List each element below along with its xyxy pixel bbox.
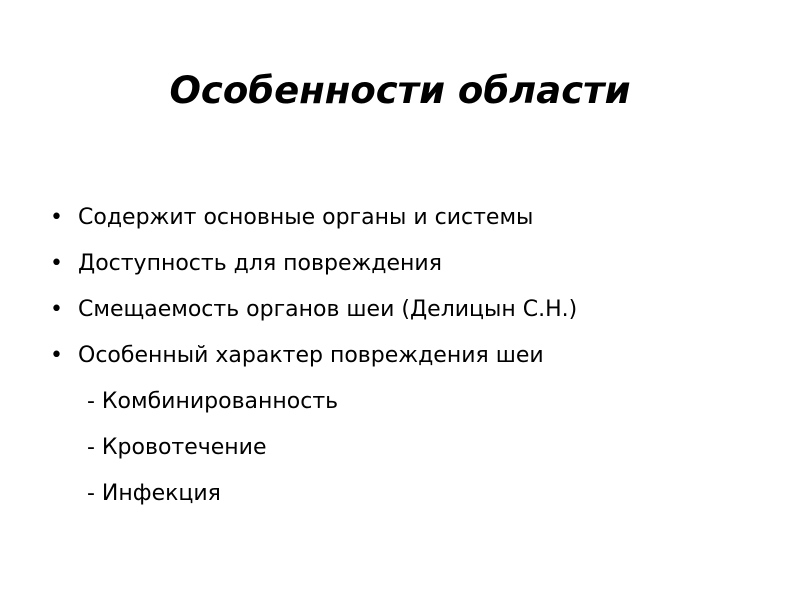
bullet-icon: • bbox=[50, 343, 63, 368]
bullet-icon: • bbox=[50, 251, 63, 276]
bullet-icon: • bbox=[50, 297, 63, 322]
list-item-text: Особенный характер повреждения шеи bbox=[78, 343, 544, 368]
bullet-icon: • bbox=[50, 205, 63, 230]
sub-item-text: - Кровотечение bbox=[87, 435, 267, 460]
sub-item-text: - Инфекция bbox=[87, 481, 221, 506]
slide-title: Особенности области bbox=[169, 69, 631, 112]
list-item-text: Содержит основные органы и системы bbox=[78, 205, 534, 230]
list-item-text: Смещаемость органов шеи (Делицын С.Н.) bbox=[78, 297, 578, 322]
sub-item-text: - Комбинированность bbox=[87, 389, 339, 414]
list-item-text: Доступность для повреждения bbox=[78, 251, 442, 276]
